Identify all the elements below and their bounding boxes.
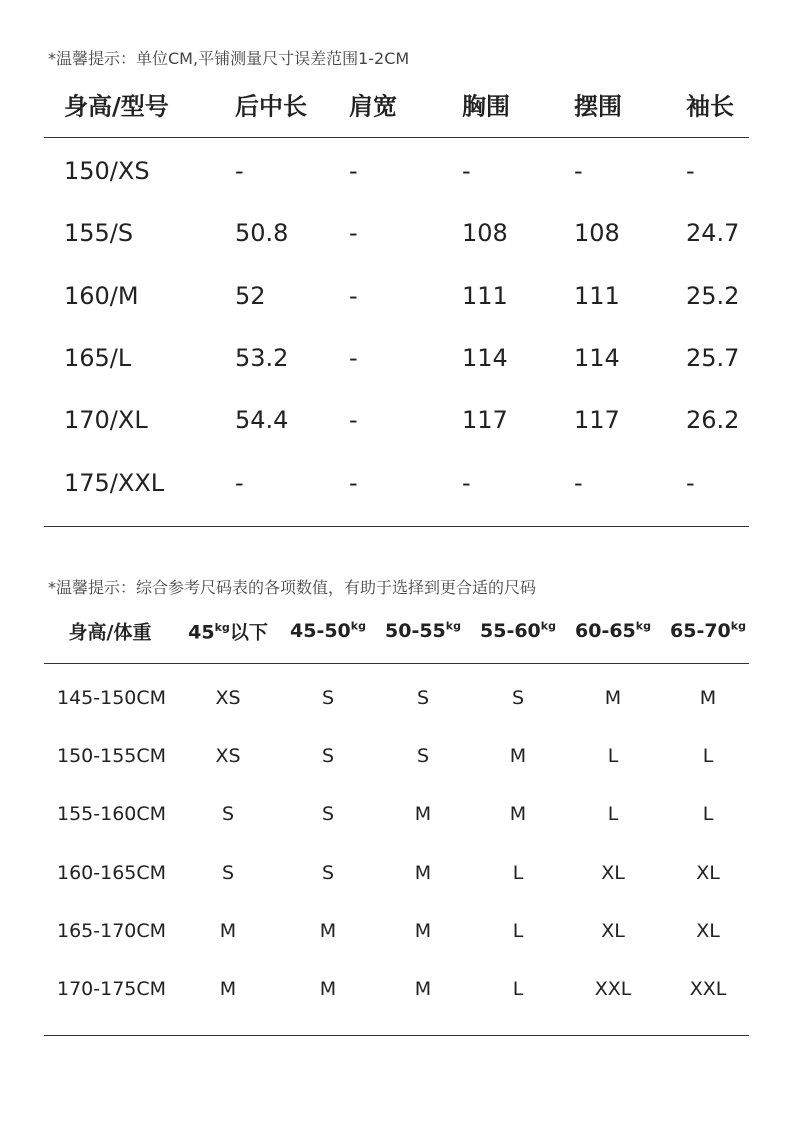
table1-cell: - bbox=[686, 469, 695, 497]
table2-size-cell: XL bbox=[696, 862, 720, 884]
weight-range: 45 bbox=[188, 621, 215, 644]
table1-cell: 111 bbox=[574, 282, 620, 310]
table1-cell: - bbox=[349, 469, 358, 497]
weight-range: 60-65 bbox=[575, 620, 636, 642]
table1-header-shoulder: 肩宽 bbox=[349, 92, 397, 121]
table2-size-cell: XL bbox=[601, 862, 625, 884]
table1-cell: 117 bbox=[574, 406, 620, 434]
table2-size-cell: M bbox=[509, 745, 527, 767]
table2-size-cell: S bbox=[416, 687, 430, 709]
weight-unit: kg bbox=[635, 619, 651, 633]
table1-cell: - bbox=[235, 469, 244, 497]
table2-header-weight bbox=[290, 620, 366, 642]
table1-cell: 108 bbox=[574, 219, 620, 247]
table2-size-cell: M bbox=[414, 803, 432, 825]
table1-cell: - bbox=[349, 219, 358, 247]
table2-height-cell: 150-155CM bbox=[57, 745, 167, 767]
table1-cell: 114 bbox=[574, 344, 620, 372]
weight-unit: kg bbox=[730, 619, 746, 633]
table1-cell: - bbox=[349, 157, 358, 185]
table2-height-cell: 170-175CM bbox=[57, 978, 167, 1000]
table2-size-cell: M bbox=[319, 978, 337, 1000]
table2-size-cell: M bbox=[414, 920, 432, 942]
table2-size-cell: L bbox=[512, 862, 524, 884]
table1-cell: - bbox=[574, 157, 583, 185]
table1-cell: - bbox=[462, 469, 471, 497]
table1-header-chest: 胸围 bbox=[462, 92, 510, 121]
table2-size-cell: L bbox=[607, 803, 619, 825]
table2-height-cell: 155-160CM bbox=[57, 803, 167, 825]
weight-range: 65-70 bbox=[670, 620, 731, 642]
table1-cell: - bbox=[349, 282, 358, 310]
table2-height-cell: 145-150CM bbox=[57, 687, 167, 709]
table2-height-cell: 165-170CM bbox=[57, 920, 167, 942]
table2-size-cell: S bbox=[416, 745, 430, 767]
table2-size-cell: L bbox=[702, 745, 714, 767]
table1-cell: - bbox=[235, 157, 244, 185]
weight-unit: kg bbox=[214, 621, 230, 635]
table1-bottom-divider bbox=[44, 526, 749, 527]
table1-cell: 114 bbox=[462, 344, 508, 372]
weight-range: 45-50 bbox=[290, 620, 351, 642]
table2-note: *温馨提示：综合参考尺码表的各项数值，有助于选择到更合适的尺码 bbox=[48, 578, 537, 597]
table1-cell: 53.2 bbox=[235, 344, 289, 372]
weight-range: 55-60 bbox=[480, 620, 541, 642]
table1-cell: 25.7 bbox=[686, 344, 740, 372]
table2-size-cell: M bbox=[699, 687, 717, 709]
table2-header-weight bbox=[480, 620, 556, 642]
table2-header-divider bbox=[44, 663, 749, 664]
table2-size-cell: L bbox=[512, 978, 524, 1000]
table2-size-cell: S bbox=[511, 687, 525, 709]
table2-size-cell: S bbox=[321, 803, 335, 825]
table2-size-cell: M bbox=[604, 687, 622, 709]
table1-cell: 24.7 bbox=[686, 219, 740, 247]
table1-cell: 50.8 bbox=[235, 219, 289, 247]
table1-header-divider bbox=[44, 137, 749, 138]
table1-cell: 175/XXL bbox=[64, 469, 165, 497]
table1-header-sleeve: 袖长 bbox=[686, 92, 734, 121]
table2-size-cell: M bbox=[414, 978, 432, 1000]
table2-header-weight bbox=[188, 618, 268, 645]
table1-cell: 111 bbox=[462, 282, 508, 310]
table1-cell: 54.4 bbox=[235, 406, 289, 434]
weight-range: 50-55 bbox=[385, 620, 446, 642]
table1-cell: 150/XS bbox=[64, 157, 150, 185]
table2-size-cell: S bbox=[221, 862, 235, 884]
table2-size-cell: L bbox=[607, 745, 619, 767]
table2-size-cell: XS bbox=[215, 687, 241, 709]
table1-cell: - bbox=[686, 157, 695, 185]
table2-size-cell: M bbox=[509, 803, 527, 825]
table1-cell: - bbox=[462, 157, 471, 185]
weight-unit: kg bbox=[350, 619, 366, 633]
table2-header-weight bbox=[385, 620, 461, 642]
table1-cell: 108 bbox=[462, 219, 508, 247]
table2-size-cell: M bbox=[219, 978, 237, 1000]
table2-height-cell: 160-165CM bbox=[57, 862, 167, 884]
table2-bottom-divider bbox=[44, 1035, 749, 1036]
table2-size-cell: M bbox=[414, 862, 432, 884]
table2-size-cell: XL bbox=[696, 920, 720, 942]
table1-cell: 160/M bbox=[64, 282, 139, 310]
table2-size-cell: M bbox=[219, 920, 237, 942]
table2-size-cell: S bbox=[221, 803, 235, 825]
table1-header-height-size: 身高/型号 bbox=[64, 92, 169, 121]
table2-size-cell: XL bbox=[601, 920, 625, 942]
table1-note: *温馨提示：单位CM,平铺测量尺寸误差范围1-2CM bbox=[48, 49, 410, 68]
table2-size-cell: S bbox=[321, 862, 335, 884]
table1-cell: 155/S bbox=[64, 219, 134, 247]
table1-cell: 25.2 bbox=[686, 282, 740, 310]
table2-size-cell: L bbox=[702, 803, 714, 825]
table1-cell: 26.2 bbox=[686, 406, 740, 434]
table1-cell: - bbox=[349, 344, 358, 372]
table1-cell: - bbox=[349, 406, 358, 434]
weight-suffix: 以下 bbox=[229, 621, 268, 644]
table2-size-cell: M bbox=[319, 920, 337, 942]
table2-header-weight bbox=[670, 620, 746, 642]
table2-header-weight bbox=[575, 620, 651, 642]
table1-cell: 165/L bbox=[64, 344, 132, 372]
table2-size-cell: XS bbox=[215, 745, 241, 767]
table2-size-cell: L bbox=[512, 920, 524, 942]
weight-unit: kg bbox=[540, 619, 556, 633]
table1-cell: 170/XL bbox=[64, 406, 148, 434]
table1-cell: - bbox=[574, 469, 583, 497]
table2-header-height-weight: 身高/体重 bbox=[68, 621, 152, 644]
table1-header-back-length: 后中长 bbox=[235, 92, 307, 121]
table1-header-hem: 摆围 bbox=[574, 92, 622, 121]
table2-size-cell: S bbox=[321, 687, 335, 709]
table1-cell: 117 bbox=[462, 406, 508, 434]
table2-size-cell: S bbox=[321, 745, 335, 767]
table2-size-cell: XXL bbox=[594, 978, 632, 1000]
table2-size-cell: XXL bbox=[689, 978, 727, 1000]
weight-unit: kg bbox=[445, 619, 461, 633]
table1-cell: 52 bbox=[235, 282, 266, 310]
